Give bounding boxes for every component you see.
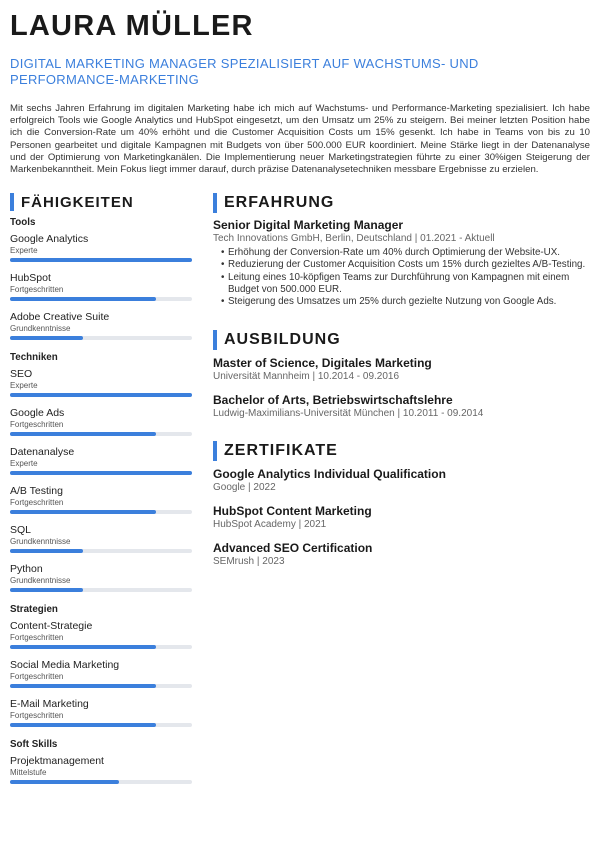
skill-bar-fill [10,393,192,397]
skill-level: Fortgeschritten [10,633,64,643]
degree-name: Bachelor of Arts, Betriebswirtschaftslehre [213,393,453,408]
skill-name: SEO [10,368,33,381]
skill-item [10,272,192,301]
experience-entry [213,218,590,308]
skill-bar-track [10,510,192,514]
skill-level: Fortgeschritten [10,672,64,682]
skill-bar-fill [10,510,156,514]
skill-level: Grundkenntnisse [10,324,71,334]
skill-bar-track [10,258,192,262]
skill-group [10,604,192,727]
job-bullets [213,247,590,308]
degree-meta: Universität Mannheim | 10.2014 - 09.2016 [213,371,400,383]
skill-level: Experte [10,246,38,256]
skill-item [10,446,192,475]
skill-bar-fill [10,723,156,727]
skill-item [10,485,192,514]
skill-item [10,659,192,688]
skill-bar-fill [10,297,156,301]
headline: DIGITAL MARKETING MANAGER SPEZIALISIERT AUF WACHSTUMS- UND PERFORMANCE-MARKETING [10,56,479,87]
skill-level: Fortgeschritten [10,711,64,721]
skill-bar-fill [10,588,83,592]
skill-group-label: Strategien [10,604,58,616]
skill-bar-track [10,684,192,688]
certificate-entry [213,467,590,494]
skill-name: Projektmanagement [10,755,104,768]
skill-item [10,563,192,592]
skills-title: FÄHIGKEITEN [21,193,134,211]
certificate-name: Advanced SEO Certification [213,541,373,556]
education-section-title [213,330,590,350]
job-role: Senior Digital Marketing Manager [213,218,404,233]
skill-group [10,217,192,340]
skill-bar-fill [10,780,119,784]
experience-section-title [213,193,590,213]
profile-summary: Mit sechs Jahren Erfahrung im digitalen Marketing habe ich mich auf Wachstums- und Performance-Marketing spezialisiert. Ich habe erfolgreich Tools wie Google Analytics und HubSpot eingesetzt, um den Umsatz um 25% zu steigern. Bei meiner letzten Position habe ich die Conversion-Rate um 40% erhöht und die Customer Acquisition Costs um 15% gesenkt. Ich habe in Teams von bis zu 10 Personen gearbeitet und digitale Kampagnen mit Budgets von über 500.000 EUR koordiniert. Meine Stärke liegt in der Datenanalyse und der Optimierung von Marketingkanälen. Die Implementierung neuer Marketingstrategien führte zu einer 30%igen Steigerung der Markenbekanntheit. Mein Fokus liegt immer darauf, durch präzise Datenanalysetechniken messbare Ergebnisse zu erzielen. [10,103,590,176]
skill-bar-track [10,471,192,475]
degree-name: Master of Science, Digitales Marketing [213,356,432,371]
skill-name: Datenanalyse [10,446,75,459]
skill-bar-track [10,549,192,553]
skill-item [10,311,192,340]
content-columns [10,193,590,784]
section-accent-bar [213,193,217,213]
skill-name: Adobe Creative Suite [10,311,110,324]
skill-item [10,755,192,784]
skill-level: Experte [10,381,38,391]
degree-meta: Ludwig-Maximilians-Universität München | 10.2011 - 09.2014 [213,408,484,420]
skill-bar-track [10,393,192,397]
skill-level: Fortgeschritten [10,420,64,430]
certificate-meta: SEMrush | 2023 [213,556,285,568]
skill-item [10,407,192,436]
skill-level: Experte [10,459,38,469]
section-accent-bar [213,441,217,461]
skill-name: Google Ads [10,407,65,420]
skill-level: Fortgeschritten [10,498,64,508]
skill-name: SQL [10,524,32,537]
skill-name: Google Analytics [10,233,89,246]
skill-level: Mittelstufe [10,768,47,778]
skill-bar-fill [10,549,83,553]
skill-name: Content-Strategie [10,620,93,633]
skill-bar-track [10,588,192,592]
education-entry [213,356,590,383]
job-meta: Tech Innovations GmbH, Berlin, Deutschland | 01.2021 - Aktuell [213,233,495,245]
skill-group [10,739,192,784]
skill-bar-fill [10,432,156,436]
skill-bar-track [10,336,192,340]
education-entry [213,393,590,420]
skill-item [10,524,192,553]
skill-item [10,620,192,649]
skill-group-label: Techniken [10,352,58,364]
job-bullet: • Reduzierung der Customer Acquisition Costs um 15% durch gezieltes A/B-Testing. [221,259,590,271]
skill-level: Grundkenntnisse [10,537,71,547]
certificates-title: ZERTIFIKATE [224,442,338,460]
certificate-name: Google Analytics Individual Qualification [213,467,446,482]
job-bullet: • Steigerung des Umsatzes um 25% durch gezielte Nutzung von Google Ads. [221,296,590,308]
skill-groups [10,217,192,784]
section-accent-bar [10,193,14,211]
main-column [213,193,590,784]
skill-bar-fill [10,258,192,262]
skills-column [10,193,192,784]
skill-bar-fill [10,471,192,475]
skill-bar-track [10,723,192,727]
skill-item [10,368,192,397]
skill-name: Python [10,563,43,576]
skill-item [10,698,192,727]
candidate-name: LAURA MÜLLER [10,10,254,42]
skill-bar-fill [10,684,156,688]
job-bullet: • Leitung eines 10-köpfigen Teams zur Durchführung von Kampagnen mit einem Budget von 500.000 EUR. [221,272,590,296]
job-bullet: • Erhöhung der Conversion-Rate um 40% durch Optimierung der Website-UX. [221,247,590,259]
education-title: AUSBILDUNG [224,331,341,349]
skills-section-title [10,193,192,211]
skill-group-label: Soft Skills [10,739,58,751]
skill-bar-track [10,645,192,649]
certificate-entry [213,504,590,531]
skill-bar-fill [10,336,83,340]
certificate-meta: HubSpot Academy | 2021 [213,519,327,531]
skill-bar-track [10,780,192,784]
skill-bar-track [10,297,192,301]
skill-group [10,352,192,592]
section-accent-bar [213,330,217,350]
skill-name: E-Mail Marketing [10,698,89,711]
skill-level: Fortgeschritten [10,285,64,295]
skill-level: Grundkenntnisse [10,576,71,586]
certificate-name: HubSpot Content Marketing [213,504,372,519]
experience-title: ERFAHRUNG [224,194,335,212]
skill-group-label: Tools [10,217,36,229]
skill-name: A/B Testing [10,485,63,498]
skill-item [10,233,192,262]
certificates-section-title [213,441,590,461]
skill-name: HubSpot [10,272,51,285]
skill-name: Social Media Marketing [10,659,120,672]
certificate-entry [213,541,590,568]
skill-bar-fill [10,645,156,649]
skill-bar-track [10,432,192,436]
certificate-meta: Google | 2022 [213,482,276,494]
